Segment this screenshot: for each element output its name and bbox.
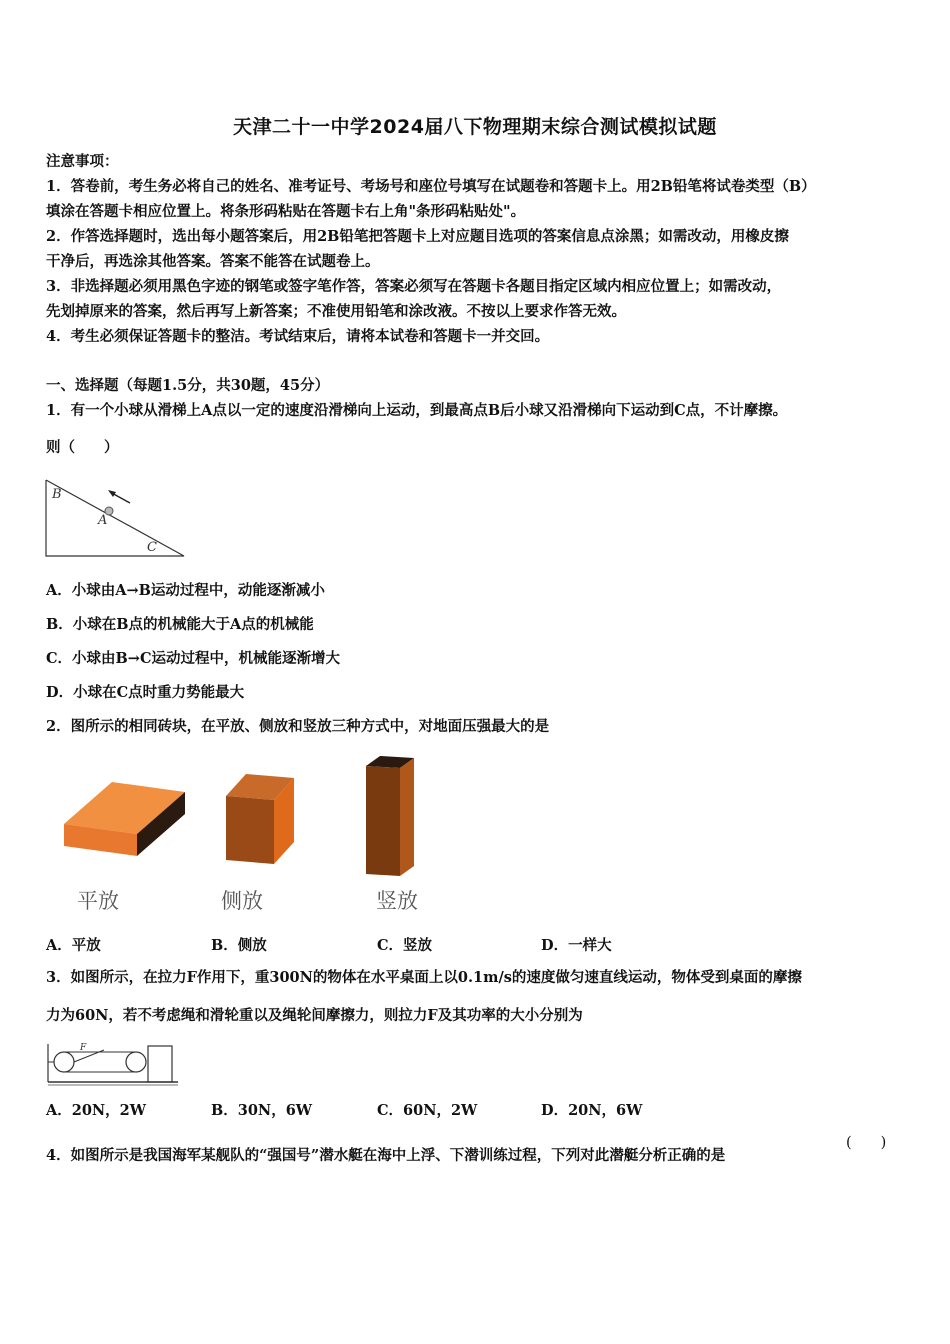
q3-stem: 3．如图所示，在拉力F作用下，重300N的物体在水平桌面上以0.1m/s的速度做匀速直线运动，物体受到桌面的摩擦 [46,969,802,986]
notice-line: 先划掉原来的答案，然后再写上新答案；不准使用铅笔和涂改液。不按以上要求作答无效。 [46,303,626,320]
notice-line: 3．非选择题必须用黑色字迹的钢笔或签字笔作答，答案必须写在答题卡各题目指定区域内相应位置上；如需改动， [46,278,782,295]
section-heading: 一、选择题（每题1.5分，共30题，45分） [46,377,330,394]
q3-label-f: F [80,1043,87,1053]
q3-pulley-figure [44,1040,180,1088]
q2-bricks-figure [50,752,430,882]
notice-line: 填涂在答题卡相应位置上。将条形码粘贴在答题卡右上角"条形码粘贴处"。 [46,203,526,220]
q1-stem-paren: 则（ ） [46,439,119,456]
q2-option-a[interactable]: A．平放 [46,937,101,954]
q3-stem-cont: 力为60N，若不考虑绳和滑轮重以及绳轮间摩擦力，则拉力F及其功率的大小分别为 [46,1007,583,1024]
q3-option-d[interactable]: D．20N，6W [541,1102,643,1119]
q2-label-flat: 平放 [77,889,119,913]
q1-option-c[interactable]: C．小球由B→C运动过程中，机械能逐渐增大 [46,650,340,667]
q3-option-a[interactable]: A．20N，2W [46,1102,147,1119]
q4-stem: 4．如图所示是我国海军某舰队的“强国号”潜水艇在海中上浮、下潜训练过程，下列对此潜艇分析正确的是 [46,1147,726,1164]
notice-heading: 注意事项： [46,153,119,170]
q2-option-d[interactable]: D．一样大 [541,937,612,954]
q1-label-b: B [52,487,62,502]
q1-slide-figure [44,476,189,560]
notice-line: 干净后，再选涂其他答案。答案不能答在试题卷上。 [46,253,380,270]
q1-label-c: C [147,540,157,555]
q2-option-c[interactable]: C．竖放 [377,937,433,954]
q4-answer-paren: ( ) [846,1135,887,1151]
notice-line: 1．答卷前，考生务必将自己的姓名、准考证号、考场号和座位号填写在试题卷和答题卡上。用2B铅笔将试卷类型（B） [46,178,816,195]
q1-option-d[interactable]: D．小球在C点时重力势能最大 [46,684,245,701]
page-title: 天津二十一中学2024届八下物理期末综合测试模拟试题 [233,116,717,138]
q3-option-c[interactable]: C．60N，2W [377,1102,478,1119]
q2-label-vertical: 竖放 [376,889,418,913]
q1-option-b[interactable]: B．小球在B点的机械能大于A点的机械能 [46,616,314,633]
q1-option-a[interactable]: A．小球由A→B运动过程中，动能逐渐减小 [46,582,325,599]
q2-stem: 2．图所示的相同砖块，在平放、侧放和竖放三种方式中，对地面压强最大的是 [46,718,550,735]
q3-option-b[interactable]: B．30N，6W [211,1102,313,1119]
q2-option-b[interactable]: B．侧放 [211,937,267,954]
q1-label-a: A [98,513,108,528]
q2-label-side: 侧放 [221,889,263,913]
q1-stem: 1．有一个小球从滑梯上A点以一定的速度沿滑梯向上运动，到最高点B后小球又沿滑梯向下运动到C点，不计摩擦。 [46,402,788,419]
notice-line: 2．作答选择题时，选出每小题答案后，用2B铅笔把答题卡上对应题目选项的答案信息点涂黑；如需改动，用橡皮擦 [46,228,789,245]
notice-line: 4．考生必须保证答题卡的整洁。考试结束后，请将本试卷和答题卡一并交回。 [46,328,550,345]
